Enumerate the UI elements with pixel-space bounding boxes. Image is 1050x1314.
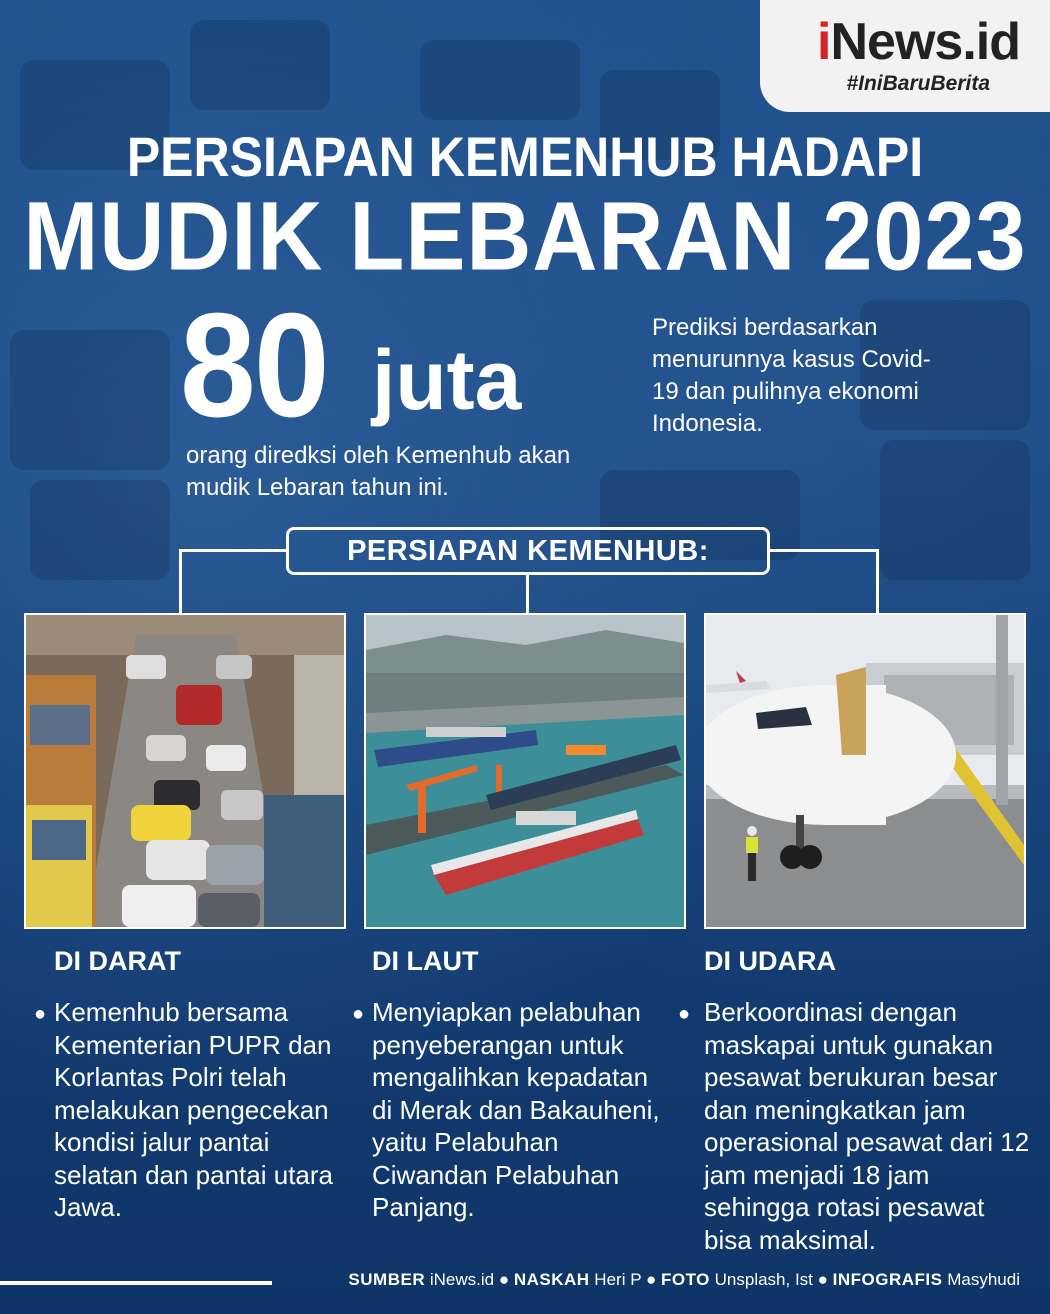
section-header: PERSIAPAN KEMENHUB: [286, 527, 770, 575]
connector-left-horizontal [179, 549, 287, 552]
sea-column-title: DI LAUT [372, 946, 479, 976]
connector-right-horizontal [770, 549, 878, 552]
footer-graphic-value: Masyhudi [947, 1270, 1020, 1289]
bullet-dot-icon: ● [678, 1003, 691, 1025]
bullet-dot-icon: ● [34, 1003, 47, 1025]
footer-writer-label: NASKAH [513, 1270, 590, 1289]
stat-number: 80 [180, 283, 328, 448]
land-column-bullet [34, 996, 334, 1224]
brand-logo [817, 12, 1020, 72]
footer-source-label: SUMBER [348, 1270, 426, 1289]
air-column-title: DI UDARA [704, 946, 836, 976]
title-line-2: MUDIK LEBARAN 2023 [23, 182, 1027, 291]
footer-writer-value: Heri P [594, 1270, 642, 1289]
title-line-1: PERSIAPAN KEMENHUB HADAPI [126, 125, 924, 189]
footer-separator-icon: ● [498, 1270, 510, 1289]
footer-separator-icon: ● [817, 1270, 828, 1289]
stat-note: Prediksi berdasarkan menurunnya kasus Covid-19 dan pulihnya ekonomi Indonesia. [652, 314, 931, 437]
sea-column-text: Menyiapkan pelabuhan penyeberangan untuk mengalihkan kepadatan di Merak dan Bakauheni, yaitu Pelabuhan Ciwandan Pelabuhan Panjang. [372, 997, 660, 1222]
connector-left-vertical [179, 549, 182, 613]
sea-column-bullet [352, 996, 662, 1224]
air-column-text: Berkoordinasi dengan maskapai untuk gunakan pesawat berukuran besar dan meningkatkan jam operasional pesawat dari 12 jam menjadi 18 jam sehingga rotasi pesawat bisa maksimal. [704, 997, 1030, 1255]
harbor-ships-photo [364, 613, 686, 929]
brand-logo-box [760, 0, 1050, 112]
connector-center-vertical [526, 575, 529, 613]
footer-photo-value: Unsplash, Ist [714, 1270, 813, 1289]
footer-source-value: iNews.id [429, 1270, 495, 1289]
footer-photo-label: FOTO [660, 1270, 710, 1289]
airplane-jetbridge-photo [704, 613, 1026, 929]
land-column-text: Kemenhub bersama Kementerian PUPR dan Korlantas Polri telah melakukan pengecekan kondisi jalur pantai selatan dan pantai utara Jawa. [54, 997, 333, 1222]
brand-tagline: #IniBaruBerita [846, 72, 990, 95]
air-column-bullet [678, 996, 1034, 1256]
footer-divider [0, 1281, 272, 1285]
logo-main: News.id [830, 13, 1020, 71]
traffic-jam-photo [24, 613, 346, 929]
footer-graphic-label: INFOGRAFIS [832, 1270, 943, 1289]
footer-credits [348, 1270, 1020, 1290]
land-column-title: DI DARAT [54, 946, 181, 976]
connector-right-vertical [876, 549, 879, 613]
stat-caption: orang diredksi oleh Kemenhub akan mudik Lebaran tahun ini. [186, 442, 571, 501]
footer-separator-icon: ● [645, 1270, 657, 1289]
bullet-dot-icon: ● [352, 1003, 365, 1025]
logo-prefix: i [817, 13, 831, 71]
stat-unit: juta [372, 333, 522, 427]
